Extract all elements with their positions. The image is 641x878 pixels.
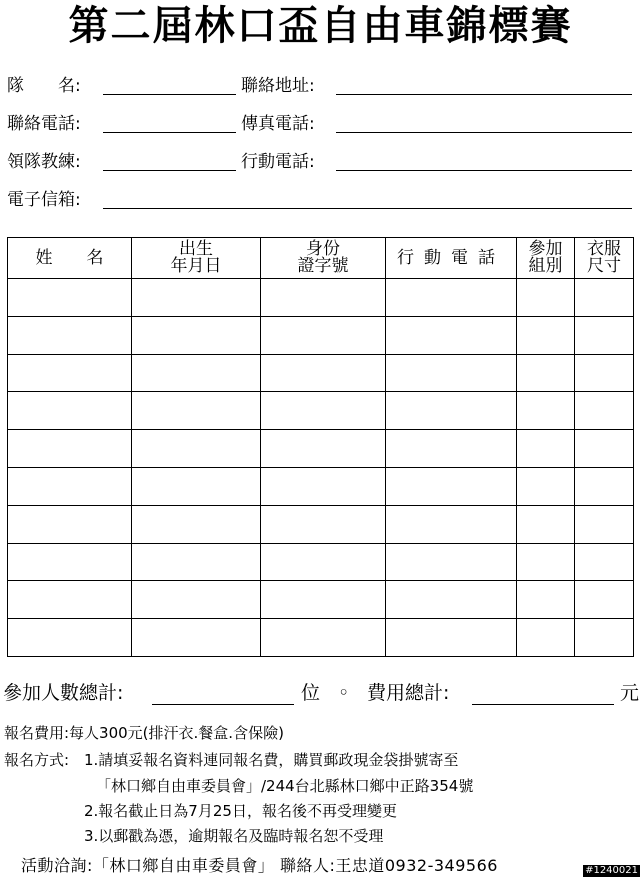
cell-id[interactable] (261, 619, 386, 657)
coach-field[interactable] (103, 170, 236, 171)
cell-name[interactable] (8, 581, 132, 619)
cell-group[interactable] (517, 354, 575, 392)
cell-name[interactable] (8, 467, 132, 505)
cell-name[interactable] (8, 316, 132, 354)
header-clothing-size: 衣服 尺寸 (575, 238, 634, 279)
cell-mobile[interactable] (386, 354, 517, 392)
method-step-2: 2.報名截止日為7月25日，報名後不再受理變更 (84, 802, 397, 820)
table-row (8, 316, 634, 354)
method-step-1: 1.請填妥報名資料連同報名費，購買郵政現金袋掛號寄至 (84, 751, 459, 769)
cell-group[interactable] (517, 392, 575, 430)
table-header-row (8, 238, 634, 279)
cell-id[interactable] (261, 505, 386, 543)
cell-birthdate[interactable] (132, 505, 261, 543)
cell-name[interactable] (8, 543, 132, 581)
people-unit: 位 (301, 682, 321, 704)
cell-mobile[interactable] (386, 392, 517, 430)
cell-name[interactable] (8, 392, 132, 430)
cell-group[interactable] (517, 430, 575, 468)
method-step-3: 3.以郵戳為憑，逾期報名及臨時報名恕不受理 (84, 827, 384, 845)
cell-size[interactable] (575, 279, 634, 317)
header-name: 姓 名 (8, 238, 132, 279)
cell-size[interactable] (575, 430, 634, 468)
phone-field[interactable] (103, 132, 236, 133)
cell-size[interactable] (575, 467, 634, 505)
participant-total-label: 參加人數總計: (3, 682, 124, 704)
cell-mobile[interactable] (386, 543, 517, 581)
cell-birthdate[interactable] (132, 392, 261, 430)
cell-birthdate[interactable] (132, 279, 261, 317)
cell-birthdate[interactable] (132, 467, 261, 505)
page-title: 第二屆林口盃自由車錦標賽 (68, 3, 573, 49)
address-label: 聯絡地址: (241, 76, 315, 96)
cell-group[interactable] (517, 316, 575, 354)
cell-name[interactable] (8, 279, 132, 317)
cell-birthdate[interactable] (132, 543, 261, 581)
cell-birthdate[interactable] (132, 430, 261, 468)
cell-group[interactable] (517, 279, 575, 317)
header-id-number: 身份 證字號 (261, 238, 386, 279)
cell-size[interactable] (575, 505, 634, 543)
table-row (8, 619, 634, 657)
fee-total-label: 費用總計: (367, 682, 450, 704)
cell-name[interactable] (8, 354, 132, 392)
table-row (8, 430, 634, 468)
cell-size[interactable] (575, 543, 634, 581)
cell-name[interactable] (8, 505, 132, 543)
address-field[interactable] (336, 94, 632, 95)
cell-id[interactable] (261, 581, 386, 619)
cell-size[interactable] (575, 354, 634, 392)
cell-group[interactable] (517, 467, 575, 505)
cell-birthdate[interactable] (132, 354, 261, 392)
cell-birthdate[interactable] (132, 581, 261, 619)
header-mobile: 行動電話 (386, 238, 517, 279)
cell-name[interactable] (8, 430, 132, 468)
cell-size[interactable] (575, 392, 634, 430)
table-row (8, 354, 634, 392)
team-name-label: 隊 名: (7, 76, 81, 96)
fee-note: 報名費用:每人300元(排汗衣.餐盒.含保險) (4, 724, 284, 742)
table-row (8, 543, 634, 581)
separator: ◦ (338, 682, 350, 704)
cell-id[interactable] (261, 543, 386, 581)
table-row (8, 279, 634, 317)
cell-mobile[interactable] (386, 279, 517, 317)
fee-total-field[interactable] (472, 704, 614, 705)
cell-mobile[interactable] (386, 619, 517, 657)
coach-label: 領隊教練: (7, 152, 81, 172)
cell-group[interactable] (517, 619, 575, 657)
header-group: 參加 組別 (517, 238, 575, 279)
header-birthdate: 出生 年月日 (132, 238, 261, 279)
cell-birthdate[interactable] (132, 316, 261, 354)
cell-birthdate[interactable] (132, 619, 261, 657)
fax-label: 傳真電話: (241, 114, 315, 134)
cell-size[interactable] (575, 619, 634, 657)
cell-id[interactable] (261, 467, 386, 505)
cell-group[interactable] (517, 543, 575, 581)
cell-id[interactable] (261, 279, 386, 317)
cell-mobile[interactable] (386, 316, 517, 354)
table-row (8, 505, 634, 543)
cell-size[interactable] (575, 581, 634, 619)
method-label: 報名方式: (4, 751, 70, 769)
table-row (8, 581, 634, 619)
cell-mobile[interactable] (386, 581, 517, 619)
contact-info: 活動洽詢:「林口鄉自由車委員會」 聯絡人:王忠道0932-349566 (21, 856, 498, 875)
watermark: #1240021 (585, 865, 638, 876)
table-row (8, 467, 634, 505)
cell-id[interactable] (261, 316, 386, 354)
cell-mobile[interactable] (386, 467, 517, 505)
fax-field[interactable] (336, 132, 632, 133)
mobile-field[interactable] (336, 170, 632, 171)
cell-id[interactable] (261, 392, 386, 430)
phone-label: 聯絡電話: (7, 114, 81, 134)
cell-group[interactable] (517, 505, 575, 543)
cell-mobile[interactable] (386, 430, 517, 468)
cell-name[interactable] (8, 619, 132, 657)
cell-size[interactable] (575, 316, 634, 354)
registration-table (7, 237, 634, 657)
cell-group[interactable] (517, 581, 575, 619)
email-field[interactable] (103, 208, 632, 209)
cell-id[interactable] (261, 430, 386, 468)
table-row (8, 392, 634, 430)
currency-unit: 元 (620, 682, 640, 704)
cell-mobile[interactable] (386, 505, 517, 543)
participant-total-field[interactable] (152, 704, 294, 705)
team-name-field[interactable] (103, 94, 236, 95)
mobile-label: 行動電話: (241, 152, 315, 172)
cell-id[interactable] (261, 354, 386, 392)
email-label: 電子信箱: (7, 190, 81, 210)
mailing-address: 「林口鄉自由車委員會」/244台北縣林口鄉中正路354號 (96, 777, 474, 795)
